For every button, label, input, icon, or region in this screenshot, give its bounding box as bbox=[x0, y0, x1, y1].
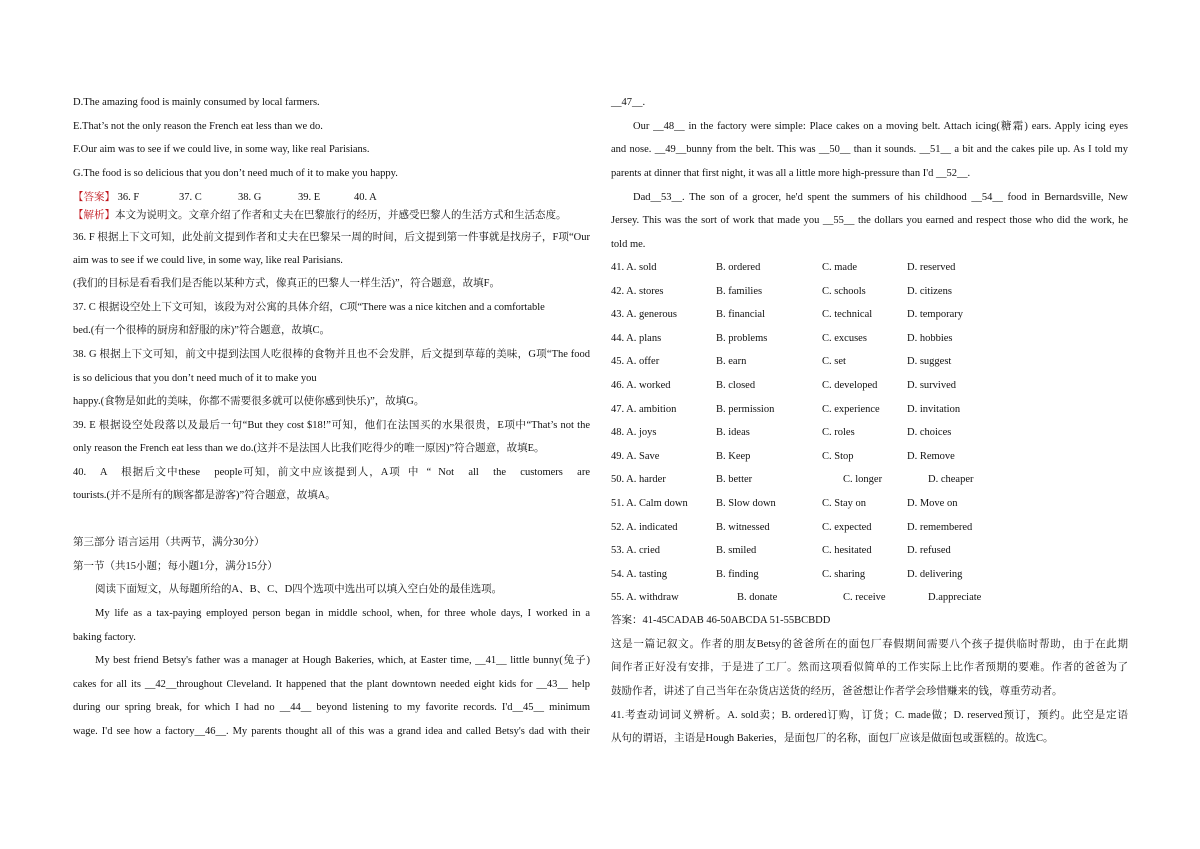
passage-line: Dad__53__. The son of a grocer, he'd spent the summers of his childhood __54__ food in Bernardsville, New bbox=[633, 192, 1128, 203]
explanation-line: 39. E 根据设空处段落以及最后一句“But they cost $18!”可知，他们在法国买的水果很贵，E项中“That’s not the bbox=[73, 420, 590, 431]
explanation-line: only reason the French eat less than we do.(这并不是法国人比我们吃得少的唯一原因)”符合题意，故填E。 bbox=[73, 443, 545, 454]
question-option-a: 54. A. tasting bbox=[611, 568, 668, 580]
question-option-b: B. ideas bbox=[716, 427, 750, 439]
answer-item: 38. G bbox=[238, 192, 262, 203]
explanation-line: is so delicious that you don’t need much of it to make you bbox=[73, 373, 317, 384]
question-option-c: C. set bbox=[822, 356, 846, 368]
question-option-d: D. cheaper bbox=[928, 474, 974, 486]
option-e: E.That’s not the only reason the French eat less than we do. bbox=[73, 121, 323, 132]
question-option-d: D. remembered bbox=[907, 521, 973, 533]
question-option-a: 41. A. sold bbox=[611, 262, 657, 273]
question-option-a: 52. A. indicated bbox=[611, 521, 678, 533]
question-option-a: 48. A. joys bbox=[611, 427, 657, 439]
answer-item: 36. F bbox=[117, 192, 140, 203]
question-option-c: C. roles bbox=[822, 427, 855, 439]
question-option-b: B. permission bbox=[716, 403, 775, 415]
option-g: G.The food is so delicious that you don’t need much of it to make you happy. bbox=[73, 168, 398, 179]
question-option-c: C. developed bbox=[822, 380, 878, 391]
explanation-line: 37. C 根据设空处上下文可知，该段为对公寓的具体介绍，C项“There was a nice kitchen and a comfortable bbox=[73, 302, 545, 313]
question-option-a: 47. A. ambition bbox=[611, 403, 677, 415]
question-option-b: B. earn bbox=[716, 356, 747, 368]
question-option-c: C. excuses bbox=[822, 332, 867, 344]
explanation-line: tourists.(并不是所有的顾客都是游客)”符合题意，故填A。 bbox=[73, 490, 336, 501]
question-option-b: B. Slow down bbox=[716, 498, 776, 509]
passage-line: __47__. bbox=[611, 97, 646, 108]
question-option-c: C. longer bbox=[843, 474, 883, 486]
explanation-line: 40. A 根据后文中these people可知，前文中应该提到人，A项 中 “ Not all the customers are bbox=[73, 467, 590, 478]
question-option-a: 50. A. harder bbox=[611, 474, 666, 486]
passage-line: during our spring break, for which I had no __44__ beyond listening to my favorite records. I'd__45__ minimum bbox=[73, 702, 590, 713]
question-option-d: D. delivering bbox=[907, 568, 963, 580]
question-option-d: D. Move on bbox=[907, 498, 958, 509]
question-option-b: B. Keep bbox=[716, 450, 751, 462]
question-option-c: C. expected bbox=[822, 521, 872, 533]
passage-line: cakes for all its __42__throughout Cleveland. It happened that the plant downtown needed eight kids for __43__ help bbox=[73, 679, 590, 690]
question-option-d: D.appreciate bbox=[928, 592, 982, 604]
instruction: 阅读下面短文，从每题所给的A、B、C、D四个选项中选出可以填入空白处的最佳选项。 bbox=[95, 584, 503, 595]
question-option-c: C. hesitated bbox=[822, 545, 872, 557]
option-f: F.Our aim was to see if we could live, in some way, like real Parisians. bbox=[73, 144, 370, 155]
explanation-line: 38. G 根据上下文可知，前文中提到法国人吃很棒的食物并且也不会发胖，后文提到草莓的美味，G项“The food bbox=[73, 349, 590, 360]
answer-item: 40. A bbox=[354, 192, 377, 203]
question-option-c: C. experience bbox=[822, 403, 880, 415]
question-option-a: 46. A. worked bbox=[611, 380, 671, 391]
question-option-c: C. receive bbox=[843, 592, 886, 604]
question-option-b: B. better bbox=[716, 474, 753, 486]
question-option-d: D. choices bbox=[907, 427, 952, 439]
question-option-a: 43. A. generous bbox=[611, 309, 677, 321]
q41-explanation-line: 从句的谓语，主语是Hough Bakeries，是面包厂的名称，面包厂应该是做面包或蛋糕的。故选C。 bbox=[611, 733, 1054, 744]
question-option-b: B. ordered bbox=[716, 262, 761, 273]
answer-item: 39. E bbox=[298, 192, 321, 203]
question-option-a: 45. A. offer bbox=[611, 356, 660, 368]
explanation-line: (我们的目标是看看我们是否能以某种方式，像真正的巴黎人一样生活)”，符合题意，故填F。 bbox=[73, 278, 500, 289]
question-option-b: B. smiled bbox=[716, 545, 757, 557]
question-option-d: D. survived bbox=[907, 380, 956, 391]
analysis-line bbox=[73, 209, 567, 223]
question-option-d: D. temporary bbox=[907, 309, 963, 321]
question-option-c: C. made bbox=[822, 262, 857, 273]
summary-line: 鼓励作者，讲述了自己当年在杂货店送货的经历，爸爸想让作者学会珍惜赚来的钱，尊重劳动者。 bbox=[611, 686, 1063, 697]
passage-line: told me. bbox=[611, 239, 646, 250]
section-title: 第三部分 语言运用（共两节，满分30分） bbox=[73, 537, 265, 548]
summary-line: 这是一篇记叙文。作者的朋友Betsy的爸爸所在的面包厂春假期间需要八个孩子提供临时帮助，由于在此期 bbox=[611, 639, 1128, 650]
question-option-b: B. witnessed bbox=[716, 521, 770, 533]
question-option-c: C. technical bbox=[822, 309, 873, 321]
question-option-b: B. finding bbox=[716, 568, 759, 580]
question-option-d: D. citizens bbox=[907, 285, 952, 297]
question-option-d: D. suggest bbox=[907, 356, 952, 368]
answer-tag: 【答案】 bbox=[73, 192, 115, 203]
question-option-d: D. reserved bbox=[907, 262, 956, 273]
explanation-line: aim was to see if we could live, in some way, like real Parisians. bbox=[73, 255, 343, 266]
explanation-line: bed.(有一个很棒的厨房和舒服的床)”符合题意，故填C。 bbox=[73, 325, 330, 336]
question-option-d: D. refused bbox=[907, 545, 951, 557]
passage-line: and nose. __49__bunny from the belt. This was __50__ than it sounds. __51__ a bit and the cakes pile up. As I told my bbox=[611, 144, 1128, 155]
question-option-c: C. schools bbox=[822, 285, 866, 297]
option-d: D.The amazing food is mainly consumed by local farmers. bbox=[73, 97, 320, 108]
answer-key: 答案：41-45CADAB 46-50ABCDA 51-55BCBDD bbox=[611, 615, 831, 626]
question-option-a: 42. A. stores bbox=[611, 285, 664, 297]
question-option-b: B. closed bbox=[716, 380, 756, 391]
passage-line: baking factory. bbox=[73, 632, 136, 643]
answer-line bbox=[73, 191, 139, 205]
question-option-d: D. hobbies bbox=[907, 332, 953, 344]
q41-explanation-line: 41.考查动词词义辨析。A. sold卖；B. ordered订购，订货；C. made做；D. reserved预订，预约。此空是定语 bbox=[611, 710, 1128, 721]
question-option-a: 49. A. Save bbox=[611, 450, 660, 462]
analysis-intro: 本文为说明文。文章介绍了作者和丈夫在巴黎旅行的经历，并感受巴黎人的生活方式和生活态度。 bbox=[115, 210, 567, 221]
question-option-c: C. Stop bbox=[822, 450, 854, 462]
question-option-b: B. problems bbox=[716, 332, 768, 344]
passage-line: parents at dinner that first night, it was all a little more high-pressure than I'd __52__. bbox=[611, 168, 971, 179]
question-option-d: D. Remove bbox=[907, 450, 955, 462]
answer-item: 37. C bbox=[179, 192, 202, 203]
question-option-b: B. financial bbox=[716, 309, 765, 321]
summary-line: 间作者正好没有安排，于是进了工厂。然而这项看似简单的工作实际上比作者预期的要难。作者的爸爸为了 bbox=[611, 662, 1128, 673]
passage-line: wage. I'd see how a factory__46__. My parents thought all of this was a grand idea and called Betsy's dad with their bbox=[73, 726, 590, 737]
passage-line: Our __48__ in the factory were simple: Place cakes on a moving belt. Attach icing(糖霜) ears. Apply icing eyes bbox=[633, 121, 1128, 132]
explanation-line: 36. F 根据上下文可知，此处前文提到作者和丈夫在巴黎呆一周的时间，后文提到第一件事就是找房子，F项“Our bbox=[73, 232, 590, 243]
question-option-b: B. donate bbox=[737, 592, 778, 604]
passage-line: My life as a tax-paying employed person began in middle school, when, for three whole days, I worked in a bbox=[95, 608, 590, 619]
section-subtitle: 第一节（共15小题；每小题1分，满分15分） bbox=[73, 561, 278, 572]
question-option-d: D. invitation bbox=[907, 403, 961, 415]
question-option-a: 51. A. Calm down bbox=[611, 498, 688, 509]
question-option-a: 55. A. withdraw bbox=[611, 592, 679, 604]
explanation-line: happy.(食物是如此的美味，你都不需要很多就可以使你感到快乐)”，故填G。 bbox=[73, 396, 425, 407]
question-option-c: C. Stay on bbox=[822, 498, 867, 509]
question-option-a: 44. A. plans bbox=[611, 332, 662, 344]
question-option-b: B. families bbox=[716, 285, 763, 297]
passage-line: Jersey. This was the sort of work that made you __55__ the dollars you earned and respect those who did the work, he bbox=[611, 215, 1128, 226]
question-option-c: C. sharing bbox=[822, 568, 866, 580]
question-option-a: 53. A. cried bbox=[611, 545, 660, 557]
passage-line: My best friend Betsy's father was a manager at Hough Bakeries, which, at Easter time, __41__ little bunny(兔子) bbox=[95, 655, 590, 666]
analysis-tag: 【解析】 bbox=[73, 210, 115, 221]
